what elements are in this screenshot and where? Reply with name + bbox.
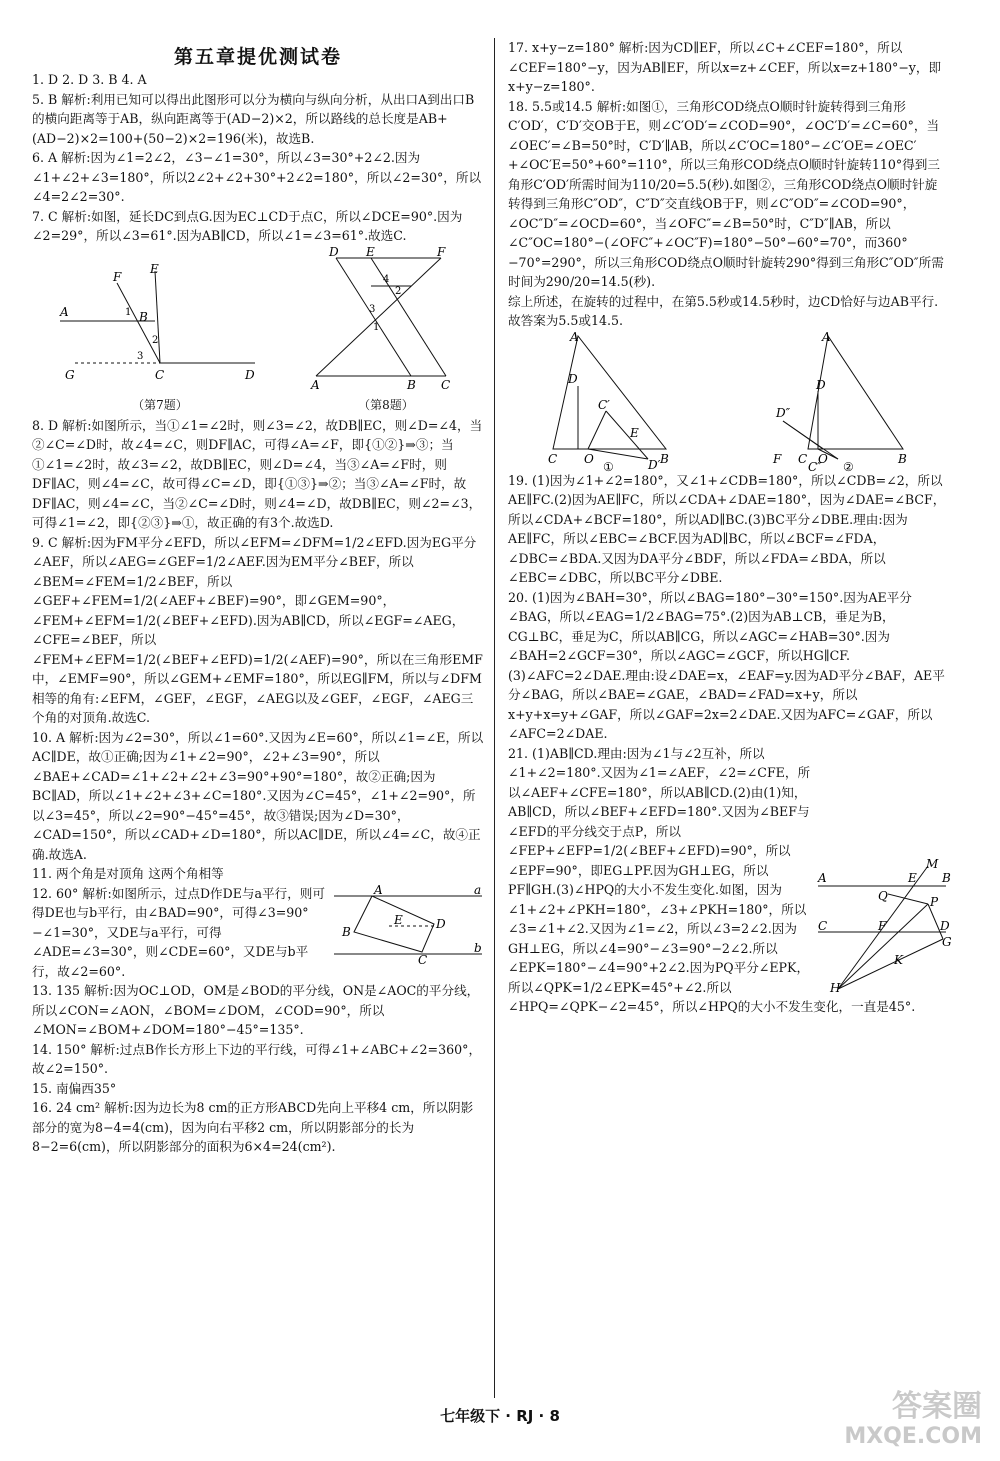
figure-7-diagram xyxy=(55,261,265,391)
svg-text:C: C xyxy=(548,451,558,466)
svg-text:A: A xyxy=(374,882,383,897)
figure-18 xyxy=(508,329,948,474)
svg-text:O: O xyxy=(584,451,594,466)
figure-8-diagram xyxy=(311,246,461,391)
svg-text:D: D xyxy=(436,916,446,931)
svg-text:A: A xyxy=(822,329,831,344)
svg-text:C: C xyxy=(818,918,828,933)
svg-text:2: 2 xyxy=(395,285,402,297)
answer-21: 21. (1)AB∥CD.理由:因为∠1与∠2互补，所以∠1+∠2=180°.又因为∠1=∠AEF，∠2=∠CFE，所以∠AEF+∠CFE=180°，所以AB∥CD.(2)由(1)知，AB∥CD，所以∠BEF+∠EFD=180°.又因为∠BEF与∠EFD的平分线交于点P，所以∠FEP+∠EFP=1/2(∠BEF+∠EFD)=90°，所以∠EPF=90°，即EG⊥PF.因为GH⊥EG，所以PF∥GH.(3)∠HPQ的大小不发生变化.如图，因为∠1+∠2+∠PKH=180°，∠3+∠PKH=180°，所以∠3=∠1+∠2.又因为∠1=∠2，所以∠3=2∠2.因为GH⊥EG，所以∠4=90°−∠3=90°−2∠2.所以∠EPK=180°−∠4=90°+2∠2.因为PQ平分∠EPK，所以∠QPK=1/2∠EPK=45°+∠2.所以∠HPQ=∠QPK−∠2=45°，所以∠HPQ的大小不发生变化，一直是45°. xyxy=(508,745,916,1014)
svg-text:B: B xyxy=(942,870,951,885)
svg-text:B: B xyxy=(139,309,148,324)
page-title: 第五章提优测试卷 xyxy=(173,46,342,68)
page-footer: 七年级下 · RJ · 8 xyxy=(440,1407,560,1425)
svg-text:E: E xyxy=(908,870,917,885)
svg-text:A: A xyxy=(311,377,320,392)
svg-text:K: K xyxy=(894,952,903,967)
svg-text:C′: C′ xyxy=(598,397,610,412)
figure-21-diagram xyxy=(818,856,952,995)
svg-text:3: 3 xyxy=(137,350,144,362)
svg-text:C″: C″ xyxy=(808,459,822,474)
answer-14: 14. 150° 解析:过点B作长方形上下边的平行线，可得∠1+∠ABC+∠2=360°，故∠2=150°. xyxy=(32,1041,482,1076)
svg-text:Q: Q xyxy=(878,888,888,903)
svg-text:1: 1 xyxy=(125,306,132,318)
figure-8 xyxy=(311,246,461,416)
answer-7: 7. C 解析:如图，延长DC到点G.因为EC⊥CD于点C，所以∠DCE=90°.因为∠2=29°，所以∠3=61°.因为AB∥CD，所以∠1=∠3=61°.故选C. xyxy=(32,208,463,243)
figure-18-2-diagram xyxy=(758,329,908,474)
svg-text:B: B xyxy=(660,451,669,466)
answer-12: 12. 60° 解析:如图所示，过点D作DE与a平行，则可得DE也与b平行，由∠BAD=90°，可得∠3=90°−∠1=30°，又DE与a平行，可得∠ADE=∠3=30°，则∠CDE=60°，又DE与b平行，故∠2=60°. xyxy=(32,885,325,979)
svg-text:C: C xyxy=(798,451,808,466)
svg-text:4: 4 xyxy=(383,273,390,285)
svg-text:F: F xyxy=(437,244,446,259)
svg-text:D: D xyxy=(329,244,339,259)
left-column xyxy=(32,70,484,1157)
answer-8: 8. D 解析:如图所示，当①∠1=∠2时，则∠3=∠2，故DB∥EC，则∠D=∠4，当②∠C=∠D时，故∠4=∠C，则DF∥AC，可得∠A=∠F，即{①②}⇒③；当①∠1=∠2时，故∠3=∠2，故DB∥EC，则∠D=∠4，当③∠A=∠F时，则DF∥AC，则∠4=∠C，故可得∠C=∠D，即{①③}⇒②；当③∠A=∠F时，故DF∥AC，则∠4=∠C，当②∠C=∠D时，则∠4=∠D，故DB∥EC，则∠2=∠3，可得∠1=∠2，即{②③}⇒①，故正确的有3个.故选D. xyxy=(32,417,483,530)
figure-12-diagram xyxy=(334,882,484,967)
svg-text:A: A xyxy=(570,329,579,344)
figure-7 xyxy=(55,261,265,416)
svg-text:A: A xyxy=(60,304,69,319)
svg-text:2: 2 xyxy=(152,334,159,346)
figure-18-label-1: ① xyxy=(603,459,614,474)
answer-21-block xyxy=(508,744,952,1017)
svg-text:E: E xyxy=(394,912,403,927)
column-divider xyxy=(494,38,495,1398)
right-column xyxy=(508,38,952,1017)
watermark-line2: MXQE.COM xyxy=(844,1424,982,1449)
figure-18-1-diagram xyxy=(548,329,678,474)
svg-text:G: G xyxy=(65,367,75,382)
svg-text:D: D xyxy=(816,377,826,392)
answer-6: 6. A 解析:因为∠1=2∠2，∠3−∠1=30°，所以∠3=30°+2∠2.因为∠1+∠2+∠3=180°，所以2∠2+∠2+30°+2∠2=180°，所以∠2=30°，所以∠4=2∠2=30°. xyxy=(32,150,482,204)
svg-text:E: E xyxy=(366,244,375,259)
svg-text:F: F xyxy=(113,269,122,284)
svg-text:D: D xyxy=(568,371,578,386)
svg-text:F: F xyxy=(878,918,887,933)
svg-text:G: G xyxy=(942,934,952,949)
answer-10: 10. A 解析:因为∠2=30°，所以∠1=60°.又因为∠E=60°，所以∠1=∠E，所以AC∥DE，故①正确;因为∠1+∠2=90°，∠2+∠3=90°，所以∠BAE+∠CAD=∠1+∠2+∠2+∠3=90°+90°=180°，故②正确;因为BC∥AD，所以∠1+∠2+∠3+∠C=180°.又因为∠C=45°，∠1+∠2=90°，所以∠3=45°，所以∠2=90°−45°=45°，故③错误;因为∠D=30°，∠CAD=150°，所以∠CAD+∠D=180°，所以AC∥DE，所以∠4=∠C，故④正确.故选A. xyxy=(32,729,484,862)
svg-text:E: E xyxy=(630,425,639,440)
answer-9: 9. C 解析:因为FM平分∠EFD，所以∠EFM=∠DFM=1/2∠EFD.因为EG平分∠AEF，所以∠AEG=∠GEF=1/2∠AEF.因为EM平分∠BEF，所以∠BEM=∠FEM=1/2∠BEF，所以∠GEF+∠FEM=1/2(∠AEF+∠BEF)=90°，即∠GEM=90°，∠FEM+∠EFM=1/2(∠BEF+∠EFD).因为AB∥CD，所以∠EGF=∠AEG，∠CFE=∠BEF，所以∠FEM+∠EFM=1/2(∠BEF+∠EFD)=1/2(∠AEF)=90°，所以在三角形EMF中，∠EMF=90°，所以∠GEM+∠EMF=180°，所以EG∥FM，所以与∠DFM相等的角有:∠EFM，∠GEF，∠EGF，∠AEG以及∠GEF，∠EGF，∠AEG三个角的对顶角.故选C. xyxy=(32,534,483,725)
answer-16: 16. 24 cm² 解析:因为边长为8 cm的正方形ABCD先向上平移4 cm，所以阴影部分的宽为8−4=4(cm)，因为向右平移2 cm，所以阴影部分的长为8−2=6(cm)，所以阴影部分的面积为6×4=24(cm²). xyxy=(32,1100,474,1154)
answer-18-conclusion: 综上所述，在旋转的过程中，在第5.5秒或14.5秒时，边CD恰好与边AB平行.故答案为5.5或14.5. xyxy=(508,293,939,328)
svg-text:A: A xyxy=(818,870,827,885)
svg-text:C: C xyxy=(441,377,451,392)
answer-18: 18. 5.5或14.5 解析:如图①，三角形COD绕点O顺时针旋转得到三角形C′OD′，C′D′交OB于E，则∠C′OD′=∠COD=90°，∠OC′D′=∠C=60°，当∠OEC′=∠B=50°时，C′D′∥AB，所以∠C′OC=180°−∠C′OE=∠OEC′+∠OC′E=50°+60°=110°，所以三角形COD绕点O顺时针旋转110°得到三角形C′OD′所需时间为110/20=5.5(秒).如图②，三角形COD绕点O顺时针旋转得到三角形C″OD″，C″D″交直线OB于F，则∠C″OD″=∠COD=90°，∠OC″D″=∠OCD=60°，当∠OFC″=∠B=50°时，C″D″∥AB，所以∠C″OC=180°−(∠OFC″+∠OC″F)=180°−50°−60°=70°，而360°−70°=290°，所以三角形COD绕点O顺时针旋转290°得到三角形C″OD″所需时间为290/20=14.5(秒). xyxy=(508,98,944,289)
answer-15: 15. 南偏西35° xyxy=(32,1080,117,1096)
svg-text:b: b xyxy=(474,940,482,955)
answer-13: 13. 135 解析:因为OC⊥OD，OM是∠BOD的平分线，ON是∠AOC的平分线，所以∠CON=∠AON，∠BOM=∠DOM，∠COD=90°，所以∠MON=∠BOM+∠DOM=180°−45°=135°. xyxy=(32,983,480,1037)
figures-7-8 xyxy=(32,246,484,416)
watermark-line1: 答案圈 xyxy=(892,1389,982,1424)
svg-text:B: B xyxy=(342,924,351,939)
figure-18-label-2: ② xyxy=(843,459,854,474)
svg-text:O: O xyxy=(818,451,828,466)
svg-text:F: F xyxy=(773,451,782,466)
svg-text:1: 1 xyxy=(373,321,380,333)
answer-17: 17. x+y−z=180° 解析:因为CD∥EF，所以∠C+∠CEF=180°，所以∠CEF=180°−y，因为AB∥EF，所以x=z+∠CEF，所以x=z+180°−y，即x+y−z=180°. xyxy=(508,40,942,94)
answer-12-block xyxy=(32,884,484,982)
answer-20: 20. (1)因为∠BAH=30°，所以∠BAG=180°−30°=150°.因为AE平分∠BAG，所以∠EAG=1/2∠BAG=75°.(2)因为AB⊥CB，垂足为B，CG⊥BC，垂足为C，所以AB∥CG，所以∠AGC=∠HAB=30°.因为∠BAH=2∠GCF=30°，所以∠AGC=∠GCF，所以HG∥CF.(3)∠AFC=2∠DAE.理由:设∠DAE=x，∠EAF=y.因为AD平分∠BAF，AE平分∠BAG，所以∠BAE=∠GAE，∠BAD=∠FAD=x+y，所以x+y+x=y+∠GAF，所以∠GAF=2x=2∠DAE.又因为AFC=∠GAF，所以∠AFC=2∠DAE. xyxy=(508,589,945,741)
svg-text:P: P xyxy=(930,894,939,909)
answer-5: 5. B 解析:利用已知可以得出此图形可以分为横向与纵向分析，从出口A到出口B的横向距离等于AB，纵向距离等于(AD−2)×2，所以路线的总长度是AB+(AD−2)×2=100+(50−2)×2=196(米)，故选B. xyxy=(32,91,475,146)
answer-11: 11. 两个角是对顶角 这两个角相等 xyxy=(32,866,224,881)
svg-text:E: E xyxy=(150,261,159,276)
svg-text:C: C xyxy=(418,952,428,967)
watermark xyxy=(844,1389,982,1452)
svg-text:H: H xyxy=(830,980,841,995)
svg-text:D: D xyxy=(245,367,255,382)
svg-text:D″: D″ xyxy=(776,405,791,420)
answer-1-4: 1. D 2. D 3. B 4. A xyxy=(32,72,147,87)
svg-text:a: a xyxy=(474,882,482,897)
svg-text:3: 3 xyxy=(369,303,376,315)
figure-8-caption: （第8题） xyxy=(358,398,414,412)
svg-text:B: B xyxy=(407,377,416,392)
svg-text:B: B xyxy=(898,451,907,466)
figure-7-caption: （第7题） xyxy=(132,398,188,412)
svg-text:D: D xyxy=(940,918,950,933)
answer-19: 19. (1)因为∠1+∠2=180°，又∠1+∠CDB=180°，所以∠CDB=∠2，所以AE∥FC.(2)因为AE∥FC，所以∠CDA+∠DAE=180°，因为∠DAE=∠BCF，所以∠CDA+∠BCF=180°，所以AD∥BC.(3)BC平分∠DBE.理由:因为AE∥FC，所以∠EBC=∠BCF.因为AD∥BC，所以∠BCF=∠FDA，∠DBC=∠BDA.又因为DA平分∠BDF，所以∠FDA=∠BDA，所以∠EBC=∠DBC，所以BC平分∠DBE. xyxy=(508,472,946,585)
svg-text:D′: D′ xyxy=(648,457,661,472)
svg-text:M: M xyxy=(926,856,939,871)
svg-text:C: C xyxy=(155,367,165,382)
